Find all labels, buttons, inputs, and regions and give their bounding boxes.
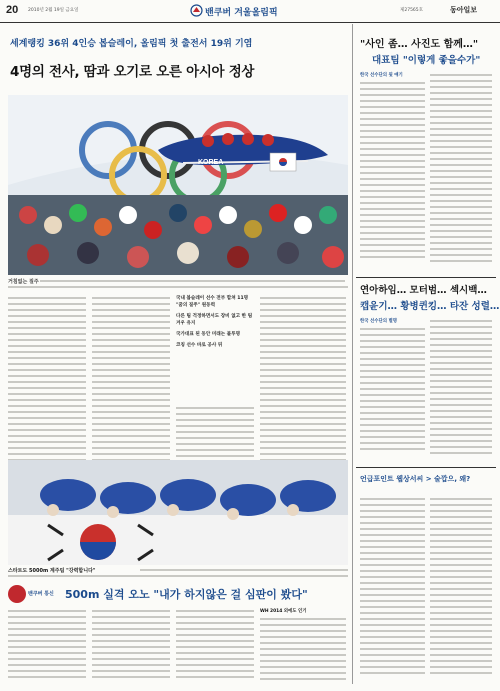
pull-quote: 코칭 선수 바로 공사 뒤 [176, 343, 223, 348]
page-number: 20 [6, 4, 19, 16]
section-title: 밴쿠버 겨울올림픽 [205, 8, 278, 18]
bottom-body [8, 608, 348, 686]
body-column [430, 496, 492, 684]
caption-text-line [8, 575, 348, 577]
body-column [92, 608, 170, 686]
newspaper-name: 동아일보 [450, 5, 478, 14]
sled-banner: KOREA [198, 159, 224, 166]
body-column [360, 326, 425, 460]
pull-quote: 국가대표 된 동안 미래는 불투명 [176, 332, 241, 337]
body-column [430, 72, 492, 270]
main-kicker: 세계랭킹 36위 4인승 봅슬레이, 올림픽 첫 출전서 19위 기염 [10, 39, 253, 49]
body-column [176, 608, 254, 686]
side-box-title: WH 2014 외에도 인기 [260, 609, 307, 614]
caption-text-line [8, 286, 348, 288]
right-mid-subtitle: 캡윤기… 황병퀸킹… 타잔 성렬… [360, 301, 500, 312]
body-column [360, 496, 425, 684]
pull-quote: 다른 팀 걱정하면서도 장비 없고 한 팀 겨우 유지 [176, 314, 253, 326]
bottom-caption-label: 스타트도 5000m 계주팀 "강력합니다" [8, 568, 96, 574]
right-top-title: "사인 좀… 사진도 함께…" [360, 39, 479, 50]
right-top-section-label: 한국 선수단의 뒷 얘기 [360, 73, 403, 78]
bottom-photo-caption [8, 567, 96, 574]
speed-skating-photo [8, 460, 348, 565]
page-header [0, 0, 500, 23]
pull-quote-box [176, 295, 254, 395]
right-top-subtitle: 대표팀 "이렇게 좋을수가" [372, 55, 481, 66]
column-badge: 밴쿠버 통신 [28, 591, 54, 597]
pull-quote: 국내 봅슬레이 선수 전부 합쳐 11명 "꿈의 질주" 원동력 [176, 296, 249, 308]
body-column [360, 80, 425, 270]
body-column [8, 608, 86, 686]
bottom-headline: 500m 실격 오노 "내가 하지않은 걸 심판이 봤다" [65, 588, 308, 601]
caption-text-line [40, 280, 345, 282]
section-rule [356, 277, 496, 278]
olympic-emblem-icon [190, 4, 203, 17]
side-box [260, 608, 346, 686]
main-headline: 4명의 전사, 땀과 오기로 오른 아시아 정상 [10, 64, 255, 80]
issue-date: 2010년 2월 19일 금요일 [28, 8, 79, 13]
column-divider [352, 24, 353, 684]
body-column [430, 318, 492, 460]
right-low-title: 언급포인트 웹상서씨 > 술깝으, 왜? [360, 475, 471, 483]
caption-text-line [140, 569, 348, 571]
badge-icon [8, 585, 26, 603]
bobsled-photo [8, 95, 348, 275]
issue-number: 제27565호 [400, 8, 424, 13]
photo-caption-label: 거침없는 질주 [8, 279, 39, 285]
right-mid-title: 연아하임… 모터범… 섹시백… [360, 285, 487, 296]
section-rule [356, 467, 496, 468]
right-mid-section-label: 한국 선수단의 별명 [360, 319, 397, 324]
